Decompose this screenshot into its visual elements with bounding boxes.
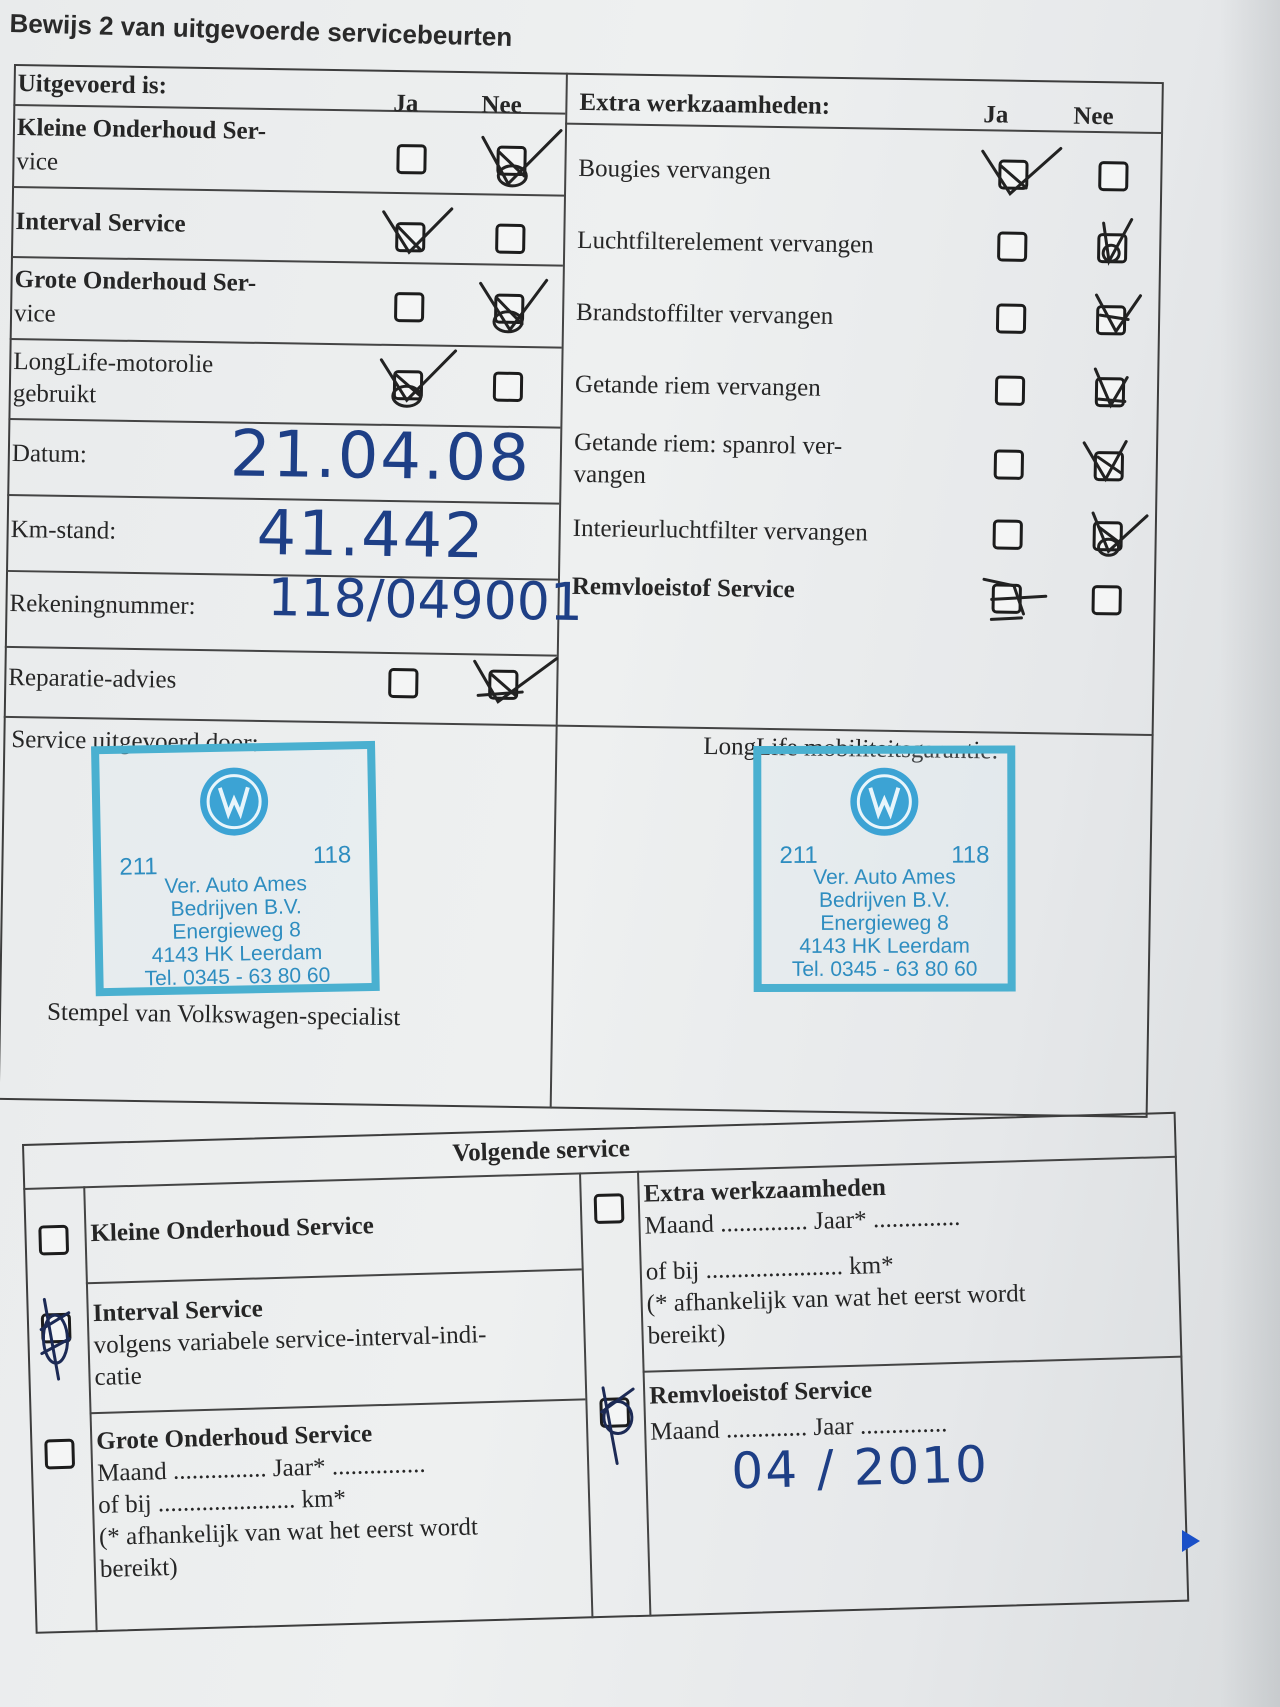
yes-header: Ja	[393, 89, 419, 118]
grote-ja-checkbox[interactable]	[394, 292, 424, 322]
stamp-code-right: 118	[951, 841, 990, 869]
extra-row-label: Getande riem: spanrol ver-	[573, 428, 843, 461]
no-header-right: Nee	[1073, 102, 1114, 131]
next-interval-label: Interval Service	[92, 1295, 264, 1328]
stamp-line: 4143 HK Leerdam	[151, 940, 323, 968]
riem-ja-checkbox[interactable]	[995, 375, 1025, 405]
row-grote-label: Grote Onderhoud Ser-	[14, 266, 257, 297]
next-page-arrow-icon[interactable]	[1182, 1530, 1200, 1552]
extra-row-label: Luchtfilterelement vervangen	[577, 226, 874, 259]
spanrol-ja-checkbox[interactable]	[994, 449, 1024, 479]
interieur-nee-checkbox[interactable]	[1092, 521, 1122, 551]
row-grote-label-2: vice	[13, 300, 56, 328]
next-kleine-label: Kleine Onderhoud Service	[90, 1212, 375, 1248]
stamp-line: Energieweg 8	[172, 918, 302, 944]
date-label: Datum:	[11, 440, 88, 469]
page-heading: Bewijs 2 van uitgevoerde servicebeurten	[9, 8, 513, 53]
guarantee-label: LongLife mobiliteitsgarantie:	[703, 732, 999, 765]
invoice-label: Rekeningnummer:	[9, 589, 196, 620]
remvloeistof-nee-checkbox[interactable]	[1091, 585, 1121, 615]
repair-label: Reparatie-advies	[8, 663, 177, 694]
rem-next-checkbox[interactable]	[599, 1397, 630, 1428]
no-header: Nee	[481, 91, 522, 119]
extra-row-label: Interieurluchtfilter vervangen	[572, 514, 868, 547]
row-interval-label: Interval Service	[15, 208, 186, 238]
longlife-ja-checkbox[interactable]	[393, 370, 423, 400]
riem-nee-checkbox[interactable]	[1095, 377, 1125, 407]
extra-row-label: Remvloeistof Service	[571, 572, 795, 604]
longlife-nee-checkbox[interactable]	[493, 372, 523, 402]
service-by-label: Service uitgevoerd door:	[11, 726, 259, 757]
brandstof-ja-checkbox[interactable]	[996, 303, 1026, 333]
stamp-caption: Stempel van Volkswagen-specialist	[46, 998, 401, 1032]
extra-row-label: Brandstoffilter vervangen	[575, 298, 834, 330]
bougies-ja-checkbox[interactable]	[998, 159, 1028, 189]
repair-ja-checkbox[interactable]	[388, 668, 418, 698]
stamp-code-left: 211	[119, 853, 158, 881]
table-border	[22, 1112, 1189, 1634]
extra-row-label: Bougies vervangen	[578, 154, 771, 185]
extra-row-label: Getande riem vervangen	[574, 370, 821, 402]
date-handwritten: 21.04.08	[229, 417, 532, 497]
remvloeistof-ja-checkbox[interactable]	[991, 583, 1021, 613]
performed-header: Uitgevoerd is:	[17, 70, 168, 100]
stamp-address	[761, 866, 1007, 981]
next-grote-km: of bij ...................... km*	[97, 1485, 347, 1520]
stamp-line: 4143 HK Leerdam	[799, 934, 970, 958]
stamp-line: Tel. 0345 - 63 80 60	[791, 957, 978, 981]
stamp-line: Ver. Auto Ames	[164, 872, 308, 898]
stamp-line: Ver. Auto Ames	[813, 865, 956, 889]
kleine-next-checkbox[interactable]	[38, 1225, 69, 1256]
grote-next-checkbox[interactable]	[44, 1439, 75, 1470]
guarantee-stamp	[753, 746, 1015, 992]
bougies-nee-checkbox[interactable]	[1098, 161, 1128, 191]
next-extra-note-2: bereikt)	[647, 1320, 726, 1350]
brandstof-nee-checkbox[interactable]	[1096, 305, 1126, 335]
invoice-handwritten: 118/049001	[267, 568, 584, 633]
stamp-code-left: 211	[779, 841, 818, 869]
next-interval-desc-2: catie	[94, 1362, 143, 1392]
stamp-line: Bedrijven B.V.	[170, 895, 302, 921]
next-grote-note-2: bereikt)	[99, 1553, 178, 1583]
yes-header-right: Ja	[983, 101, 1009, 129]
extra-row-label-2: vangen	[573, 460, 647, 489]
km-handwritten: 41.442	[256, 495, 487, 573]
next-rem-label: Remvloeistof Service	[648, 1376, 873, 1410]
next-service-title: Volgende service	[452, 1135, 631, 1167]
stamp-code-right: 118	[312, 841, 352, 870]
luchtfilter-nee-checkbox[interactable]	[1097, 233, 1127, 263]
interieur-ja-checkbox[interactable]	[992, 519, 1022, 549]
row-kleine-label-2: vice	[16, 148, 59, 176]
interval-nee-checkbox[interactable]	[495, 224, 525, 254]
extra-header: Extra werkzaamheden:	[579, 88, 831, 120]
next-grote-label: Grote Onderhoud Service	[95, 1420, 373, 1456]
next-grote-maand: Maand ............... Jaar* ...............	[96, 1450, 426, 1488]
row-kleine-label: Kleine Onderhoud Ser-	[16, 114, 267, 145]
performed-service-table	[0, 64, 1164, 1118]
next-interval-desc: volgens variabele service-interval-indi-	[93, 1321, 487, 1360]
rem-date-handwritten: 04 / 2010	[730, 1435, 990, 1501]
page-shadow	[1220, 0, 1280, 1707]
repair-nee-checkbox[interactable]	[488, 670, 518, 700]
stamp-line: Bedrijven B.V.	[818, 888, 951, 912]
next-extra-label: Extra werkzaamheden	[643, 1173, 887, 1208]
kleine-nee-checkbox[interactable]	[496, 146, 526, 176]
next-extra-maand: Maand .............. Jaar* ..............	[644, 1203, 961, 1240]
luchtfilter-ja-checkbox[interactable]	[997, 231, 1027, 261]
stamp-line: Tel. 0345 - 63 80 60	[144, 963, 331, 991]
next-extra-km: of bij ...................... km*	[645, 1251, 895, 1286]
kleine-ja-checkbox[interactable]	[396, 144, 426, 174]
spanrol-nee-checkbox[interactable]	[1094, 451, 1124, 481]
row-longlife-label-2: gebruikt	[12, 380, 97, 409]
row-longlife-label: LongLife-motorolie	[13, 348, 214, 379]
next-grote-note: (* afhankelijk van wat het eerst wordt	[98, 1513, 479, 1551]
vw-logo-icon	[197, 765, 270, 838]
interval-next-checkbox[interactable]	[41, 1313, 72, 1344]
next-extra-note: (* afhankelijk van wat het eerst wordt	[646, 1280, 1026, 1318]
vw-logo-icon	[848, 766, 920, 838]
next-service-table	[22, 1112, 1189, 1634]
stamp-line: Energieweg 8	[820, 911, 949, 935]
km-label: Km-stand:	[10, 516, 117, 545]
extra-next-checkbox[interactable]	[594, 1193, 625, 1224]
stamp-address	[102, 871, 372, 991]
grote-nee-checkbox[interactable]	[494, 294, 524, 324]
next-rem-maand: Maand ............. Jaar ..............	[649, 1410, 948, 1446]
dealer-stamp	[91, 741, 380, 996]
interval-ja-checkbox[interactable]	[395, 222, 425, 252]
